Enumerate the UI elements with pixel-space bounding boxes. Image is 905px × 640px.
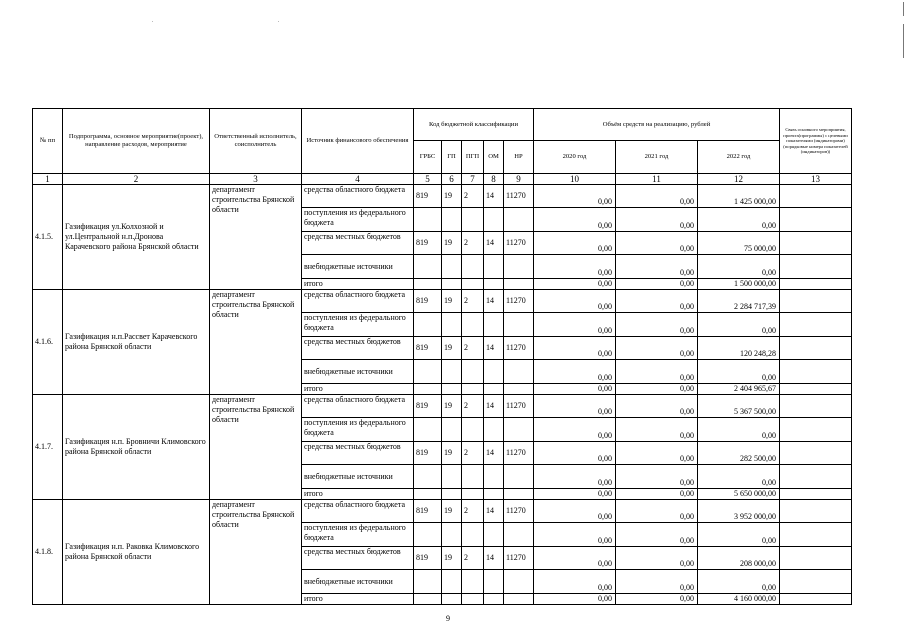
code-nr [504,465,534,489]
amount-2021: 0,00 [616,547,698,570]
item-responsible: департамент строительства Брянской области [210,290,302,395]
code-gp [442,313,462,337]
amount-2021: 0,00 [616,465,698,489]
code-grbs [414,279,442,290]
funding-source: внебюджетные источники [302,255,414,279]
indicator-link [780,395,852,418]
indicator-link [780,465,852,489]
amount-2020: 0,00 [534,465,616,489]
scan-speck [278,21,279,22]
code-pgp: 2 [462,185,484,208]
code-pgp: 2 [462,442,484,465]
amount-2022: 120 248,28 [698,337,780,360]
amount-2022: 0,00 [698,208,780,232]
amount-2022: 4 160 000,00 [698,594,780,605]
code-om [484,360,504,384]
column-number: 11 [616,174,698,185]
indicator-link [780,384,852,395]
code-om [484,489,504,500]
indicator-link [780,442,852,465]
funding-source: внебюджетные источники [302,360,414,384]
item-responsible: департамент строительства Брянской области [210,395,302,500]
amount-2022: 0,00 [698,465,780,489]
code-om: 14 [484,232,504,255]
item-name: Газификация н.п. Бровничи Климовского района Брянской области [63,395,210,500]
amount-2020: 0,00 [534,384,616,395]
indicator-link [780,594,852,605]
code-pgp [462,418,484,442]
code-pgp [462,208,484,232]
page-number: 9 [446,614,450,623]
amount-2022: 0,00 [698,418,780,442]
code-om: 14 [484,185,504,208]
funding-source: итого [302,279,414,290]
header-program: Подпрограмма, основное мероприятие(проект), направление расходов, мероприятие [63,109,210,174]
budget-table-page [32,108,852,605]
code-grbs [414,208,442,232]
table-row [33,185,852,208]
code-nr [504,489,534,500]
funding-source: итого [302,384,414,395]
code-om: 14 [484,500,504,523]
funding-source: средства местных бюджетов [302,547,414,570]
code-gp [442,523,462,547]
code-grbs [414,570,442,594]
funding-source: средства областного бюджета [302,500,414,523]
amount-2021: 0,00 [616,185,698,208]
code-gp [442,570,462,594]
amount-2021: 0,00 [616,500,698,523]
page-edge-mark [903,2,904,16]
amount-2020: 0,00 [534,185,616,208]
amount-2021: 0,00 [616,395,698,418]
column-number: 5 [414,174,442,185]
funding-source: внебюджетные источники [302,465,414,489]
header-budget-code: Код бюджетной классификации [414,109,534,141]
code-grbs: 819 [414,395,442,418]
code-grbs [414,523,442,547]
amount-2021: 0,00 [616,442,698,465]
amount-2020: 0,00 [534,290,616,313]
code-gp [442,279,462,290]
code-om [484,384,504,395]
column-number: 7 [462,174,484,185]
amount-2021: 0,00 [616,570,698,594]
code-gp [442,208,462,232]
funding-source: внебюджетные источники [302,570,414,594]
column-number: 9 [504,174,534,185]
code-pgp [462,523,484,547]
amount-2021: 0,00 [616,523,698,547]
code-om [484,465,504,489]
column-number: 12 [698,174,780,185]
indicator-link [780,255,852,279]
amount-2022: 208 000,00 [698,547,780,570]
amount-2020: 0,00 [534,208,616,232]
header-responsible: Ответственный исполнитель, соисполнитель [210,109,302,174]
amount-2022: 2 284 717,39 [698,290,780,313]
code-nr [504,418,534,442]
table-row [33,395,852,418]
code-grbs [414,360,442,384]
code-gp: 19 [442,547,462,570]
code-pgp [462,279,484,290]
header-link: Связь основного мероприятия, проекта(программы) с целевыми показателями (индикаторами) (порядковые номера показателей (индикаторов)) [780,109,852,174]
funding-source: средства местных бюджетов [302,232,414,255]
indicator-link [780,523,852,547]
code-om: 14 [484,442,504,465]
amount-2021: 0,00 [616,290,698,313]
amount-2022: 0,00 [698,523,780,547]
code-gp [442,255,462,279]
code-nr: 11270 [504,185,534,208]
funding-source: поступления из федерального бюджета [302,313,414,337]
code-nr: 11270 [504,337,534,360]
code-grbs: 819 [414,500,442,523]
code-pgp [462,384,484,395]
amount-2020: 0,00 [534,570,616,594]
page-edge-mark [903,24,904,58]
scan-speck [152,21,153,22]
header-source: Источник финансового обеспечения [302,109,414,174]
code-gp [442,489,462,500]
indicator-link [780,208,852,232]
amount-2022: 2 404 965,67 [698,384,780,395]
amount-2021: 0,00 [616,489,698,500]
code-grbs [414,418,442,442]
funding-source: средства местных бюджетов [302,337,414,360]
amount-2020: 0,00 [534,500,616,523]
amount-2020: 0,00 [534,279,616,290]
code-pgp: 2 [462,395,484,418]
column-number: 10 [534,174,616,185]
code-pgp: 2 [462,290,484,313]
header-year-2020: 2020 год [534,141,616,174]
column-number-row [33,174,852,185]
code-om [484,279,504,290]
code-om [484,594,504,605]
code-pgp: 2 [462,500,484,523]
code-grbs: 819 [414,232,442,255]
header-nr: НР [504,141,534,174]
code-pgp [462,594,484,605]
code-nr [504,570,534,594]
code-nr: 11270 [504,232,534,255]
header-no: № пп [33,109,63,174]
amount-2022: 0,00 [698,255,780,279]
table-row [33,290,852,313]
code-grbs [414,465,442,489]
code-gp: 19 [442,395,462,418]
amount-2020: 0,00 [534,547,616,570]
amount-2021: 0,00 [616,208,698,232]
item-number: 4.1.8. [33,500,63,605]
code-om: 14 [484,337,504,360]
indicator-link [780,570,852,594]
code-om [484,418,504,442]
code-pgp [462,313,484,337]
amount-2020: 0,00 [534,442,616,465]
code-pgp: 2 [462,547,484,570]
code-om: 14 [484,290,504,313]
code-om [484,255,504,279]
code-gp [442,418,462,442]
amount-2022: 1 500 000,00 [698,279,780,290]
code-om: 14 [484,395,504,418]
item-responsible: департамент строительства Брянской области [210,500,302,605]
amount-2022: 3 952 000,00 [698,500,780,523]
code-pgp [462,570,484,594]
code-om [484,313,504,337]
header-volume: Объём средств на реализацию, рублей [534,109,780,141]
amount-2020: 0,00 [534,489,616,500]
funding-source: поступления из федерального бюджета [302,523,414,547]
code-gp: 19 [442,500,462,523]
indicator-link [780,547,852,570]
funding-source: средства областного бюджета [302,395,414,418]
code-nr: 11270 [504,442,534,465]
amount-2020: 0,00 [534,523,616,547]
header-grbs: ГРБС [414,141,442,174]
amount-2021: 0,00 [616,337,698,360]
indicator-link [780,489,852,500]
amount-2022: 75 000,00 [698,232,780,255]
amount-2020: 0,00 [534,337,616,360]
indicator-link [780,232,852,255]
item-name: Газификация н.п. Раковка Климовского района Брянской области [63,500,210,605]
funding-source: поступления из федерального бюджета [302,208,414,232]
code-gp [442,594,462,605]
code-gp [442,384,462,395]
code-pgp [462,465,484,489]
code-gp [442,360,462,384]
amount-2022: 1 425 000,00 [698,185,780,208]
code-nr: 11270 [504,395,534,418]
indicator-link [780,290,852,313]
amount-2021: 0,00 [616,594,698,605]
indicator-link [780,185,852,208]
amount-2021: 0,00 [616,232,698,255]
amount-2020: 0,00 [534,232,616,255]
table-row [33,500,852,523]
indicator-link [780,337,852,360]
amount-2021: 0,00 [616,313,698,337]
code-grbs: 819 [414,185,442,208]
code-grbs: 819 [414,442,442,465]
header-gp: ГП [442,141,462,174]
code-gp: 19 [442,442,462,465]
item-responsible: департамент строительства Брянской области [210,185,302,290]
code-pgp [462,360,484,384]
code-grbs: 819 [414,547,442,570]
code-nr [504,255,534,279]
column-number: 2 [63,174,210,185]
item-number: 4.1.7. [33,395,63,500]
amount-2021: 0,00 [616,255,698,279]
column-number: 1 [33,174,63,185]
code-nr: 11270 [504,547,534,570]
code-nr: 11270 [504,290,534,313]
code-gp: 19 [442,232,462,255]
header-om: ОМ [484,141,504,174]
code-om [484,570,504,594]
funding-source: средства областного бюджета [302,290,414,313]
item-name: Газификация ул.Колхозной и ул.Центральной н.п.Дронова Карачевского района Брянской области [63,185,210,290]
code-nr [504,279,534,290]
column-number: 13 [780,174,852,185]
amount-2022: 5 650 000,00 [698,489,780,500]
code-grbs: 819 [414,337,442,360]
funding-source: итого [302,489,414,500]
code-nr [504,208,534,232]
amount-2022: 282 500,00 [698,442,780,465]
column-number: 3 [210,174,302,185]
amount-2021: 0,00 [616,384,698,395]
amount-2020: 0,00 [534,418,616,442]
code-pgp: 2 [462,232,484,255]
amount-2021: 0,00 [616,360,698,384]
amount-2022: 0,00 [698,570,780,594]
code-grbs: 819 [414,290,442,313]
code-nr [504,313,534,337]
code-gp [442,465,462,489]
amount-2022: 0,00 [698,313,780,337]
code-nr [504,384,534,395]
code-grbs [414,255,442,279]
indicator-link [780,418,852,442]
column-number: 8 [484,174,504,185]
code-nr [504,360,534,384]
code-pgp [462,255,484,279]
indicator-link [780,500,852,523]
amount-2022: 0,00 [698,360,780,384]
column-number: 6 [442,174,462,185]
code-grbs [414,489,442,500]
amount-2020: 0,00 [534,360,616,384]
funding-source: итого [302,594,414,605]
code-grbs [414,594,442,605]
column-number: 4 [302,174,414,185]
code-gp: 19 [442,185,462,208]
item-number: 4.1.5. [33,185,63,290]
indicator-link [780,360,852,384]
code-pgp: 2 [462,337,484,360]
header-year-2021: 2021 год [616,141,698,174]
code-om [484,208,504,232]
code-om [484,523,504,547]
code-pgp [462,489,484,500]
amount-2020: 0,00 [534,255,616,279]
code-nr [504,523,534,547]
code-grbs [414,384,442,395]
code-nr [504,594,534,605]
funding-source: средства областного бюджета [302,185,414,208]
code-nr: 11270 [504,500,534,523]
funding-source: средства местных бюджетов [302,442,414,465]
budget-table [32,108,852,605]
header-year-2022: 2022 год [698,141,780,174]
code-om: 14 [484,547,504,570]
amount-2021: 0,00 [616,279,698,290]
code-gp: 19 [442,337,462,360]
amount-2020: 0,00 [534,313,616,337]
amount-2021: 0,00 [616,418,698,442]
amount-2022: 5 367 500,00 [698,395,780,418]
item-number: 4.1.6. [33,290,63,395]
item-name: Газификация н.п.Рассвет Карачевского района Брянской области [63,290,210,395]
indicator-link [780,279,852,290]
amount-2020: 0,00 [534,594,616,605]
amount-2020: 0,00 [534,395,616,418]
table-body [33,185,852,605]
code-gp: 19 [442,290,462,313]
indicator-link [780,313,852,337]
funding-source: поступления из федерального бюджета [302,418,414,442]
code-grbs [414,313,442,337]
header-pgp: ПГП [462,141,484,174]
